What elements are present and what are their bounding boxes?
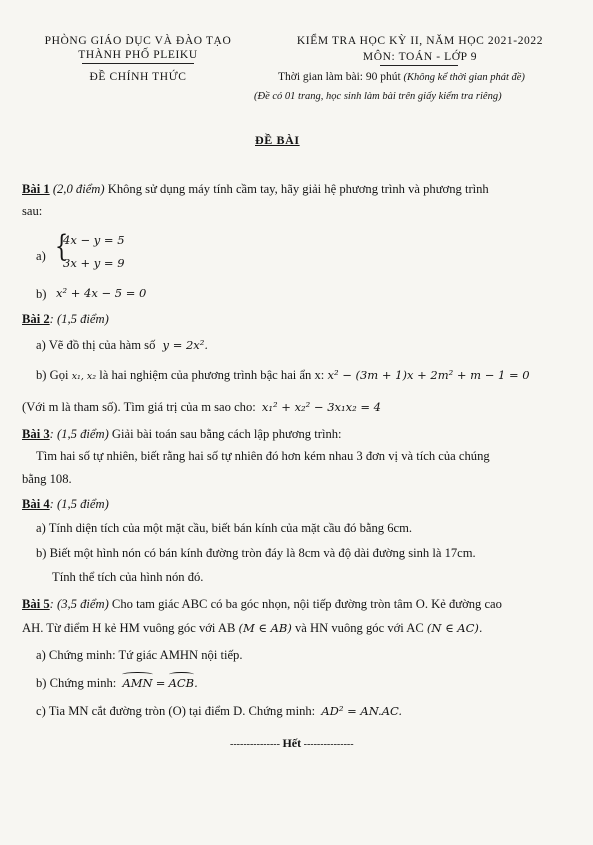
bai3-heading [22,427,342,443]
dept-name: PHÒNG GIÁO DỤC VÀ ĐÀO TẠO [44,35,232,47]
bai5-b: b) Chứng minh: AMN = ACB. [36,676,198,690]
footer-end [230,736,354,752]
bai2-points: : (1,5 điểm) [49,312,109,326]
bai5-heading [22,597,502,613]
bai5-cond2: (N ∈ AC). [426,621,483,635]
bai1-intro [22,182,489,198]
bai3-points: : (1,5 điểm) [49,427,109,441]
city-name: THÀNH PHỐ PLEIKU [78,49,198,61]
bai5-line2-pre: AH. Từ điểm H kẻ HM vuông góc với AB [22,621,236,635]
bai4-b2: Tính thể tích của hình nón đó. [52,570,204,584]
bai2-a-text: a) Vẽ đồ thị của hàm số [36,338,156,352]
bai2-a-eq: y = 2x². [162,338,209,352]
bai1-text: Không sử dụng máy tính cầm tay, hãy giải hệ phương trình và phương trình [107,182,489,196]
bai2-b-vars: x₁, x₂ [71,371,97,382]
time-note: (Không kể thời gian phát đề) [403,72,525,83]
bai2-b-pre: b) Gọi [36,368,69,382]
bai2-a [36,338,208,354]
time-line [278,70,525,84]
bai4-label: Bài 4 [22,497,50,511]
bai3-intro: Giải bài toán sau bằng cách lập phương trình: [111,427,342,441]
bai5-line2-mid: và HN vuông góc với AC [294,621,424,635]
bai5-c-eq: AD² = AN.AC. [321,704,403,718]
footer-end-label: Hết [282,736,302,750]
bai5-b-pre: b) Chứng minh: [36,676,117,690]
bai1-b-label: b) [36,287,47,301]
bai2-heading [22,312,109,328]
system-eq2: 3x + y = 9 [63,256,125,270]
bai5-points: : (3,5 điểm) [49,597,109,611]
time-label: Thời gian làm bài: 90 phút [278,71,401,83]
official-label: ĐỀ CHÍNH THỨC [89,71,187,83]
bai4-points: : (1,5 điểm) [49,497,109,511]
bai4-a: a) Tính diện tích của một mặt cầu, biết bán kính của mặt cầu đó bằng 6cm. [36,521,413,535]
bai5-cond1: (M ∈ AB) [238,621,292,635]
exam-title: KIỂM TRA HỌC KỲ II, NĂM HỌC 2021-2022 [296,35,544,47]
angle-acb: ACB [168,676,195,690]
bai1-intro-cont: sau: [22,204,43,218]
bai2-b-eq: x² − (3m + 1)x + 2m² + m − 1 = 0 [327,368,530,382]
bai3-line2: bằng 108. [22,472,72,486]
bai5-c [36,704,402,720]
bai2-c-text: (Với m là tham số). Tìm giá trị của m sao cho: [22,400,256,414]
system-eq1: 4x − y = 5 [63,233,125,247]
bai1-points: (2,0 điểm) [52,182,105,196]
bai1-label: Bài 1 [22,182,50,196]
pages-note: (Đề có 01 trang, học sinh làm bài trên giấy kiểm tra riêng) [254,91,502,102]
quadratic-eq: x² + 4x − 5 = 0 [56,286,147,300]
bai5-label: Bài 5 [22,597,50,611]
footer-dashes-left: --------------- [230,739,280,750]
bai5-intro: Cho tam giác ABC có ba góc nhọn, nội tiếp đường tròn tâm O. Kẻ đường cao [111,597,502,611]
subject-line: MÔN: TOÁN - LỚP 9 [362,51,478,63]
bai5-c-pre: c) Tia MN cắt đường tròn (O) tại điểm D. Chứng minh: [36,704,316,718]
bai4-heading [22,497,109,513]
bai2-b [36,368,530,384]
header-underline-left [82,63,194,64]
header-underline-right [380,65,458,66]
bai3-line1: Tìm hai số tự nhiên, biết rằng hai số tự nhiên đó hơn kém nhau 3 đơn vị và tích của chúng [36,449,490,463]
exam-heading: ĐỀ BÀI [255,133,300,147]
footer-dashes-right: --------------- [303,739,354,750]
angle-equals: = [155,676,166,690]
bai3-label: Bài 3 [22,427,50,441]
bai5-a: a) Chứng minh: Tứ giác AMHN nội tiếp. [36,648,243,662]
system-brace: { [54,229,69,264]
bai4-b: b) Biết một hình nón có bán kính đường tròn đáy là 8cm và độ dài đường sinh là 17cm. [36,546,476,560]
bai2-label: Bài 2 [22,312,50,326]
bai2-c-eq: x₁² + x₂² − 3x₁x₂ = 4 [261,400,381,414]
bai1-a-label: a) [36,249,46,263]
bai2-b-text: là hai nghiệm của phương trình bậc hai ẩn x: [99,368,325,382]
bai2-c [22,400,381,416]
bai5-line2 [22,621,483,637]
angle-amn: AMN [122,676,153,690]
